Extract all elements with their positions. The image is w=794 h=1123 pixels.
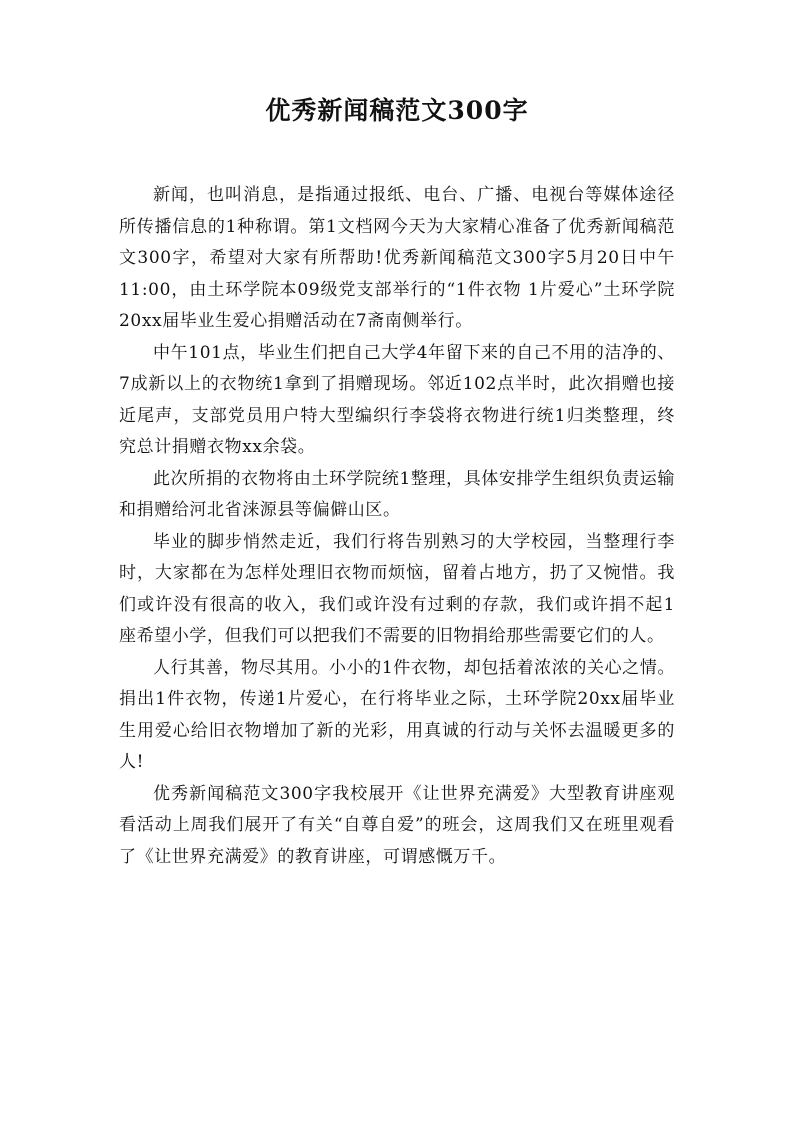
paragraph-3: 此次所捐的衣物将由土环学院统1整理，具体安排学生组织负责运输和捐赠给河北省涞源县等偏僻山区。 <box>119 468 675 520</box>
paragraph-2: 中午101点，毕业生们把自己大学4年留下来的自己不用的洁净的、7成新以上的衣物统1拿到了捐赠现场。邻近102点半时，此次捐赠也接近尾声，支部党员用户特大型编织行李袋将衣物进行统1归类整理，终究总计捐赠衣物xx余袋。 <box>119 342 675 457</box>
paragraph-1: 新闻，也叫消息，是指通过报纸、电台、广播、电视台等媒体途径所传播信息的1种称谓。第1文档网今天为大家精心准备了优秀新闻稿范文300字，希望对大家有所帮助!优秀新闻稿范文300字5月20日中午11:00，由土环学院本09级党支部举行的“1件衣物 1片爱心”土环学院20xx届毕业生爱心捐赠活动在7斋南侧举行。 <box>119 185 675 331</box>
paragraph-4: 毕业的脚步悄然走近，我们行将告别熟习的大学校园，当整理行李时，大家都在为怎样处理旧衣物而烦恼，留着占地方，扔了又惋惜。我们或许没有很高的收入，我们或许没有过剩的存款，我们或许捐不起1座希望小学，但我们可以把我们不需要的旧物捐给那些需要它们的人。 <box>119 531 675 646</box>
paragraph-5: 人行其善，物尽其用。小小的1件衣物，却包括着浓浓的关心之情。捐出1件衣物，传递1片爱心，在行将毕业之际，土环学院20xx届毕业生用爱心给旧衣物增加了新的光彩，用真诚的行动与关怀去温暖更多的人! <box>119 657 675 772</box>
document-body <box>119 180 675 873</box>
paragraph-6: 优秀新闻稿范文300字我校展开《让世界充满爱》大型教育讲座观看活动上周我们展开了有关“自尊自爱”的班会，这周我们又在班里观看了《让世界充满爱》的教育讲座，可谓感慨万千。 <box>119 783 675 867</box>
document-title: 优秀新闻稿范文300字 <box>265 96 529 125</box>
